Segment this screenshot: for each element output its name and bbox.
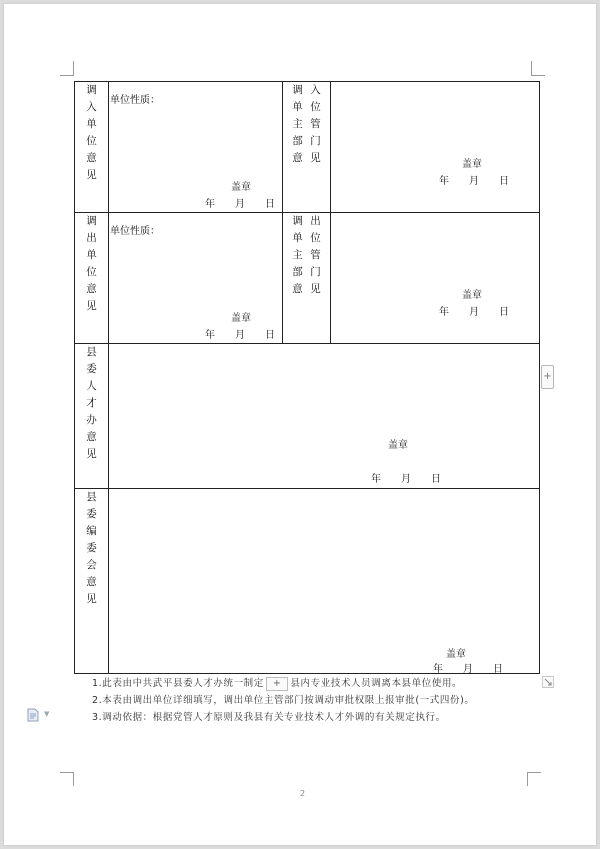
date-label: 年 月 日 bbox=[439, 176, 509, 187]
staffing-committee-opinion-cell[interactable] bbox=[109, 489, 540, 674]
talent-office-opinion-cell[interactable] bbox=[109, 344, 540, 489]
date-label: 年 月 日 bbox=[205, 199, 275, 210]
transfer-in-dept-label-cell bbox=[283, 82, 331, 213]
note-line-2: 2.本表由调出单位详细填写，调出单位主管部门按调动审批权限上报审批(一式四份)。 bbox=[92, 695, 475, 706]
seal-label: 盖章 bbox=[231, 313, 251, 324]
date-label: 年 月 日 bbox=[433, 664, 503, 675]
transfer-in-opinion-cell[interactable] bbox=[109, 82, 283, 213]
date-label: 年 月 日 bbox=[205, 330, 275, 341]
talent-office-label: 县委人才办意见 bbox=[86, 346, 97, 460]
page-number: 2 bbox=[300, 789, 306, 798]
crop-mark-tr-v bbox=[531, 61, 532, 75]
crop-mark-br-v bbox=[527, 772, 528, 786]
seal-label: 盖章 bbox=[462, 159, 482, 170]
unit-nature-label: 单位性质： bbox=[110, 95, 160, 106]
transfer-out-dept-opinion-cell[interactable] bbox=[331, 213, 540, 344]
staffing-committee-row bbox=[75, 489, 540, 674]
seal-label: 盖章 bbox=[231, 182, 251, 193]
note-line-3: 3.调动依据：根据党管人才原则及我县有关专业技术人才外调的有关规定执行。 bbox=[92, 712, 446, 723]
document-page bbox=[4, 4, 596, 845]
transfer-in-dept-opinion-cell[interactable] bbox=[331, 82, 540, 213]
staffing-committee-label: 县委编委会意见 bbox=[86, 491, 97, 605]
transfer-in-row bbox=[75, 82, 540, 213]
document-icon[interactable] bbox=[26, 707, 40, 721]
staffing-committee-label-cell bbox=[75, 489, 109, 674]
unit-nature-label: 单位性质： bbox=[110, 226, 160, 237]
crop-mark-tr-h bbox=[531, 75, 545, 76]
transfer-in-label-cell bbox=[75, 82, 109, 213]
date-label: 年 月 日 bbox=[371, 474, 441, 485]
crop-mark-br-h bbox=[527, 772, 541, 773]
approval-form-table bbox=[74, 81, 540, 674]
crop-mark-bl-h bbox=[60, 772, 74, 773]
talent-office-row bbox=[75, 344, 540, 489]
transfer-out-row bbox=[75, 213, 540, 344]
add-row-button[interactable]: + bbox=[541, 365, 554, 389]
seal-label: 盖章 bbox=[388, 440, 408, 451]
transfer-out-label-cell bbox=[75, 213, 109, 344]
transfer-in-label: 调入单位意见 bbox=[86, 84, 97, 181]
insert-plus-icon[interactable]: + bbox=[266, 677, 289, 691]
transfer-out-dept-label: 调单主部意 出位管门见 bbox=[292, 215, 321, 295]
date-label: 年 月 日 bbox=[439, 307, 509, 318]
crop-mark-bl-v bbox=[73, 772, 74, 786]
crop-mark-tl-v bbox=[73, 61, 74, 75]
crop-mark-tl-h bbox=[60, 75, 74, 76]
transfer-out-dept-label-cell bbox=[283, 213, 331, 344]
talent-office-label-cell bbox=[75, 344, 109, 489]
seal-label: 盖章 bbox=[462, 290, 482, 301]
table-resize-icon[interactable] bbox=[542, 676, 554, 688]
note-line-1: 1.此表由中共武平县委人才办统一制定 + 县内专业技术人员调离本县单位使用。 bbox=[92, 678, 463, 689]
chevron-down-icon[interactable]: ▼ bbox=[44, 710, 50, 718]
seal-label: 盖章 bbox=[446, 649, 466, 660]
transfer-in-dept-label: 调单主部意 入位管门见 bbox=[292, 84, 321, 164]
transfer-out-label: 调出单位意见 bbox=[86, 215, 97, 312]
form-notes bbox=[92, 675, 474, 726]
transfer-out-opinion-cell[interactable] bbox=[109, 213, 283, 344]
